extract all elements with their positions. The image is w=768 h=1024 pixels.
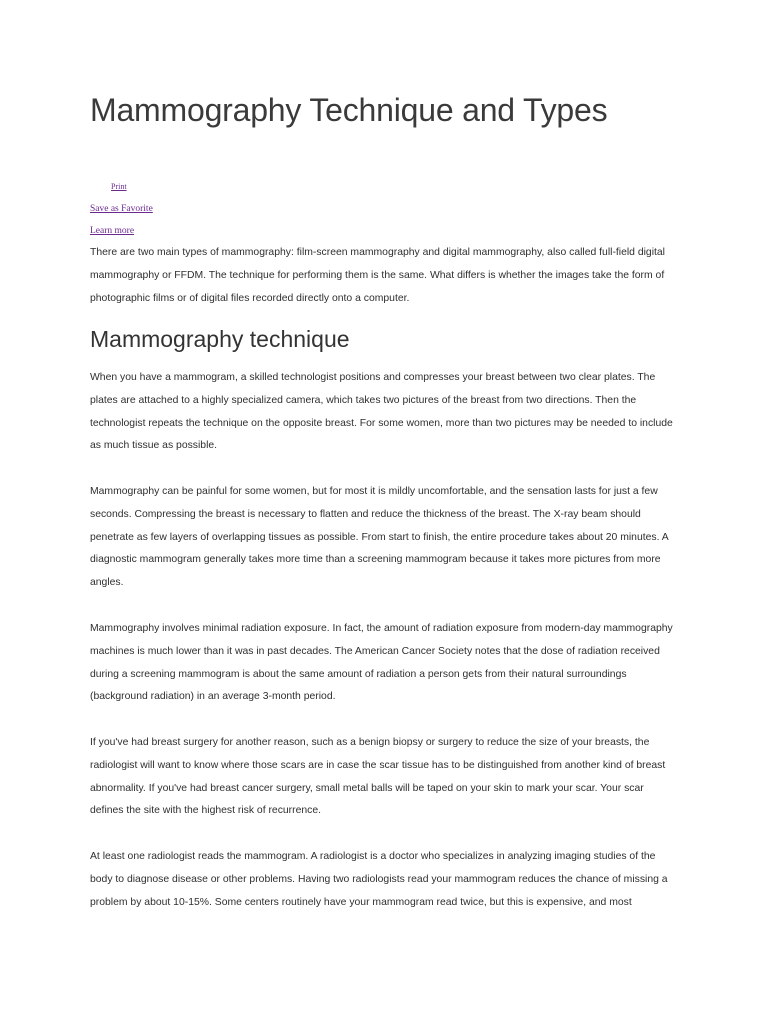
page-title: Mammography Technique and Types [90, 92, 608, 128]
learn-more-link[interactable]: Learn more [90, 226, 135, 236]
body-paragraph: Mammography involves minimal radiation exposure. In fact, the amount of radiation exposure from modern-day mammography machines is much lower than it was in past decades. The American Cancer Society notes that the dose of radiation received during a screening mammogram is about the same amount of radiation a person gets from their natural surroundings (background radiation) in an average 3-month period. [90, 623, 673, 703]
body-paragraph: At least one radiologist reads the mammogram. A radiologist is a doctor who specializes in analyzing imaging studies of the body to diagnose disease or other problems. Having two radiologists read your mammogram reduces the chance of missing a problem by about 10-15%. Some centers routinely have your mammogram read twice, but this is expensive, and most [90, 851, 668, 908]
body-paragraph: If you've had breast surgery for another reason, such as a benign biopsy or surgery to reduce the size of your breasts, the radiologist will want to know where those scars are in case the scar tissue has to be distinguished from another kind of breast abnormality. If you've had breast cancer surgery, small metal balls will be taped on your skin to mark your scar. Your scar defines the site with the highest risk of recurrence. [90, 737, 666, 817]
save-as-favorite-link[interactable]: Save as Favorite [90, 204, 153, 214]
intro-paragraph: There are two main types of mammography: film-screen mammography and digital mammography, also called full-field digital mammography or FFDM. The technique for performing them is the same. What differs is whether the images take the form of photographic films or of digital files recorded directly onto a computer. [90, 247, 665, 304]
body-paragraph: Mammography can be painful for some women, but for most it is mildly uncomfortable, and the sensation lasts for just a few seconds. Compressing the breast is necessary to flatten and reduce the thickness of the breast. The X-ray beam should penetrate as few layers of overlapping tissues as possible. From start to finish, the entire procedure takes about 20 minutes. A diagnostic mammogram generally takes more time than a screening mammogram because it takes more pictures from more angles. [90, 486, 669, 589]
section-heading: Mammography technique [90, 326, 350, 352]
print-link[interactable]: Print [111, 182, 127, 191]
body-paragraph: When you have a mammogram, a skilled technologist positions and compresses your breast between two clear plates. The plates are attached to a highly specialized camera, which takes two pictures of the breast from two directions. Then the technologist repeats the technique on the opposite breast. For some women, more than two pictures may be needed to include as much tissue as possible. [90, 372, 673, 452]
